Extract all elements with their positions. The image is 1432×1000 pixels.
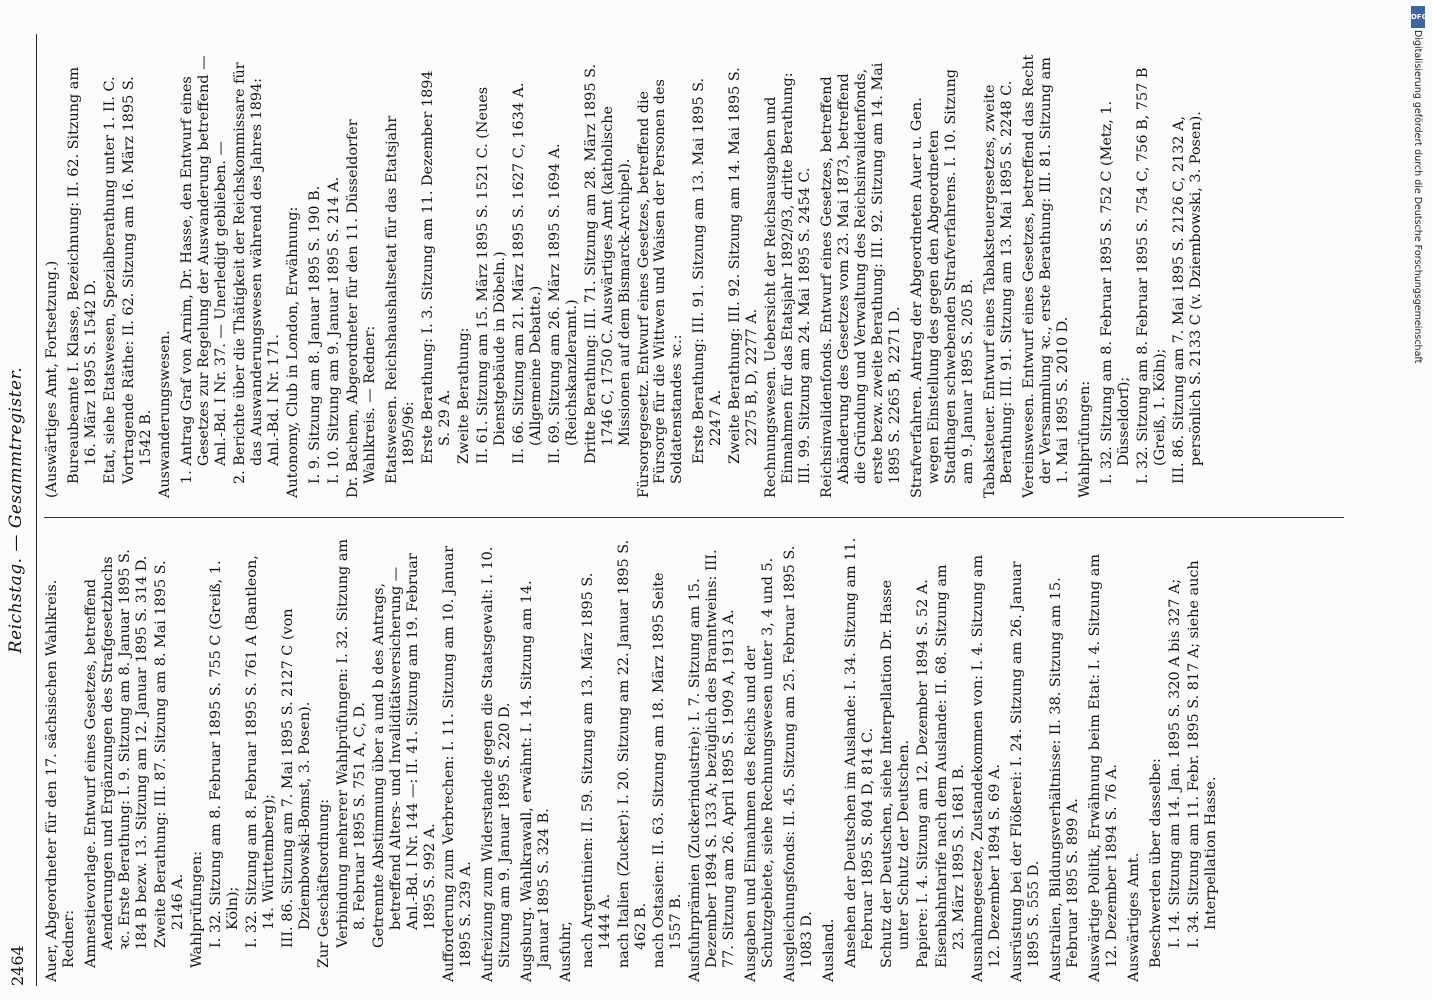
index-entry: Auswärtiges Amt.: [1126, 852, 1143, 982]
index-subentry: Bureaubeamte I. Klasse, Bezeichnung: II. 62. Sitzung am 16. März 1895 S. 1542 D.: [65, 66, 99, 484]
index-subentry: III. 86. Sitzung am 7. Mai 1895 S. 2127 C (von Dziembowski-Bomst, 3. Posen).: [279, 608, 313, 948]
side-caption: [1407, 30, 1427, 930]
column-divider: [44, 517, 1344, 518]
index-subentry: Zweite Berathung: III. 92. Sitzung am 14. Mai 1895 S. 2275 B, D, 2277 A.: [727, 67, 761, 464]
index-subentry: II. 61. Sitzung am 15. März 1895 S. 1521 C. (Neues Dienstgebäude in Döbeln.): [474, 86, 508, 464]
index-subentry: I. 10. Sitzung am 9. Januar 1895 S. 214 A.: [325, 176, 342, 484]
index-entry: Fürsorgegesetz. Entwurf eines Gesetzes, betreffend die Fürsorge für die Wittwen und Waisen der Personen des Soldatenstandes ꝛc.:: [635, 79, 686, 498]
index-subentry: nach Ostasien: II. 63. Sitzung am 18. März 1895 Seite 1557 B.: [651, 572, 685, 968]
index-entry: Auswärtige Politik, Erwähnung beim Etat: I. 4. Sitzung am 12. Dezember 1894 S. 76 A.: [1087, 553, 1121, 982]
index-entry: Aufforderung zum Verbrechen: I. 11. Sitzung am 10. Januar 1895 S. 239 A.: [440, 545, 474, 982]
index-subentry: I. 14. Sitzung am 14. Jan. 1895 S. 320 A bis 327 A;: [1167, 578, 1184, 948]
index-entry: Wahlprüfungen:: [1077, 380, 1094, 498]
index-subentry: Eisenbahntarife nach dem Auslande: II. 68. Sitzung am 23. März 1895 S. 1681 B.: [934, 564, 968, 968]
index-subentry: I. 34. Sitzung am 11. Febr. 1895 S. 817 A; siehe auch Interpellation Hasse.: [1186, 560, 1220, 948]
running-title: Reichstag. — Gesammtregister.: [6, 366, 26, 654]
index-subentry: Erste Berathung: I. 3. Sitzung am 11. Dezember 1894 S. 29 A.: [419, 70, 453, 464]
index-subentry: Erste Berathung: III. 91. Sitzung am 13. Mai 1895 S. 2247 A.: [691, 77, 725, 464]
index-subentry: Zweite Berathung: III. 87. Sitzung am 8. Mai 1895 S. 2146 A.: [152, 560, 186, 948]
index-entry: Vereinswesen. Entwurf eines Gesetzes, betreffend das Recht der Versammlung ꝛc., erste Berathung: III. 81. Sitzung am 1. Mai 1895 S. 2010 D.: [1021, 54, 1072, 498]
side-caption-text: Digitalisierung gefördert durch die Deutsche Forschungsgemeinschaft: [1412, 30, 1423, 364]
index-subentry: 1. Antrag Graf von Arnim, Dr. Hasse, den Entwurf eines Gesetzes zur Regelung der Auswanderung betreffend — Anl.-Bd. I Nr. 37. — Unerledigt geblieben. —: [178, 55, 229, 484]
index-subentry: Beschwerden über dasselbe:: [1148, 758, 1165, 968]
header-rule: [36, 34, 37, 986]
index-entry: Ausfuhrprämien (Zuckerindustrie): I. 7. Sitzung am 15. Dezember 1894 S. 133 A; bezüglich des Branntweins: III. 77. Sitzung am 26. April 1895 S. 1909 A, 1913 A.: [687, 549, 738, 982]
index-entry: Ausrüstung bei der Flößerei: I. 24. Sitzung am 26. Januar 1895 S. 555 D.: [1009, 561, 1043, 982]
index-subentry: III. 86. Sitzung am 7. Mai 1895 S. 2126 C, 2132 A, persönlich S. 2133 C (v. Dziembowski, 3. Posen).: [1171, 111, 1205, 484]
index-entry: Aufreizung zum Widerstande gegen die Staatsgewalt: I. 10. Sitzung am 9. Januar 1895 S. 220 D.: [479, 546, 513, 982]
rotated-page-content: [0, 20, 1400, 1000]
index-subentry: II. 69. Sitzung am 26. März 1895 S. 1694 A. (Reichskanzleramt.): [546, 143, 580, 464]
index-subentry: Ansehen der Deutschen im Auslande: I. 34. Sitzung am 11. Februar 1895 S. 804 D, 814 C.: [843, 537, 877, 968]
right-column: [44, 53, 1344, 498]
index-subentry: Papiere: I. 4. Sitzung am 12. Dezember 1894 S. 52 A.: [915, 579, 932, 968]
index-subentry: Zweite Berathung:: [455, 327, 472, 464]
index-subentry: I. 32. Sitzung am 8. Februar 1895 S. 761 A (Bantleon, 14. Württemberg);: [243, 555, 277, 948]
index-subentry: Amnestievorlage. Entwurf eines Gesetzes, betreffend Aenderungen und Ergänzungen des Strafgesetzbuchs ꝛc. Erste Berathung: I. 9. Sitzung am 8. Januar 1895 S. 184 B bezw. 13. Sitzung am 12. Januar 1895 S. 314 D.: [82, 549, 150, 968]
index-subentry: Vortragende Räthe: II. 62. Sitzung am 16. März 1895 S. 1542 B.: [120, 76, 154, 484]
index-entry: Ausnahmegesetze, Zustandekommen von: I. 4. Sitzung am 12. Dezember 1894 S. 69 A.: [970, 554, 1004, 982]
index-entry: Strafverfahren. Antrag der Abgeordneten Auer u. Gen. wegen Einstellung des gegen den Abgeordneten Stadthagen schwebenden Strafverfahrens. I. 10. Sitzung am 9. Januar 1895 S. 205 B.: [909, 69, 977, 498]
index-subentry: Wahlprüfungen:: [188, 850, 205, 968]
index-subentry: Getrennte Abstimmung über a und b des Antrags, betreffend Alters- und Invaliditätsversicherung — Anl.-Bd. I Nr. 144 —: II. 41. Sitzung am 19. Februar 1895 S. 992 A.: [370, 553, 438, 948]
index-entry: Auer, Abgeordneter für den 17. sächsischen Wahlkreis. Redner:: [44, 579, 77, 982]
index-entry: Ausgleichungsfonds: II. 45. Sitzung am 25. Februar 1895 S. 1083 D.: [782, 545, 816, 982]
index-entry: Australien, Bildungsverhältnisse: II. 38. Sitzung am 15. Februar 1895 S. 899 A.: [1048, 577, 1082, 982]
index-subentry: Verbindung mehrerer Wahlprüfungen: I. 32. Sitzung am 8. Februar 1895 S. 751 A, C, D.: [334, 538, 368, 948]
index-subentry: II. 66. Sitzung am 21. März 1895 S. 1627 C, 1634 A. (Allgemeine Debatte.): [510, 82, 544, 464]
index-subentry: 2. Berichte über die Thätigkeit der Reichskommissare für das Auswanderungswesen während des Jahres 1894: Anl.-Bd. I Nr. 171.: [231, 62, 282, 484]
index-entry: Ausfuhr,: [557, 921, 574, 982]
index-subentry: Schutz der Deutschen, siehe Interpellation Dr. Hasse unter Schutz der Deutschen.: [879, 579, 913, 968]
index-subentry: I. 32. Sitzung am 8. Februar 1895 S. 755 C (Greiß, 1. Köln);: [207, 560, 241, 948]
left-column: [44, 537, 1344, 982]
index-subentry: Etat, siehe Etatswesen, Spezialberathung unter 1. II. C.: [101, 76, 118, 484]
index-entry: Ausland.: [821, 918, 838, 982]
dfg-logo: DFG: [1411, 6, 1425, 28]
index-entry: Tabaksteuer. Entwurf eines Tabaksteuergesetzes, zweite Berathung: III. 91. Sitzung am 13. Mai 1895 S. 2248 C.: [982, 80, 1016, 498]
index-subentry: Etatswesen. Reichshaushaltsetat für das Etatsjahr 1895/96:: [383, 115, 417, 484]
index-entry: Augsburg. Wahlkrawall, erwähnt: I. 14. Sitzung am 14. Januar 1895 S. 324 B.: [518, 580, 552, 982]
index-subentry: nach Argentinien: II. 59. Sitzung am 13. März 1895 S. 1444 A.: [579, 572, 613, 968]
index-subentry: Dritte Berathung: III. 71. Sitzung am 28. März 1895 S. 1746 C, 1750 C. Auswärtiges Amt (katholische Missionen auf dem Bismarck-Archipel).: [582, 64, 633, 464]
index-subentry: Zur Geschäftsordnung:: [315, 798, 332, 968]
index-entry: Reichsinvalidenfonds. Entwurf eines Gesetzes, betreffend Abänderung des Gesetzes vom 23. Mai 1873, betreffend die Gründung und Verwaltung des Reichsinvalidenfonds, erste bezw. zweite Berathung: III. 92. Sitzung am 14. Mai 1895 S. 2265 B, 2271 D.: [819, 62, 904, 498]
index-entry: Ausgaben und Einnahmen des Reichs und der Schutzgebiete, siehe Rechnungswesen unter 3, 4 und 5.: [743, 557, 777, 982]
index-entry: Rechnungswesen. Uebersicht der Reichsausgaben und Einnahmen für das Etatsjahr 1892/93, dritte Berathung: III. 99. Sitzung am 24. Mai 1895 S. 2454 C.: [763, 72, 814, 498]
index-subentry: nach Italien (Zucker): I. 20. Sitzung am 22. Januar 1895 S. 462 B.: [615, 539, 649, 968]
index-subentry: I. 32. Sitzung am 8. Februar 1895 S. 752 C (Metz, 1. Düsseldorf);: [1099, 100, 1133, 484]
index-entry: Auswanderungswesen.: [156, 330, 173, 498]
index-entry: Autonomy, Club in London, Erwähnung:: [284, 206, 301, 498]
index-entry: Dr. Bachem, Abgeordneter für den 11. Düsseldorfer Wahlkreis. — Redner:: [344, 119, 378, 498]
index-entry: (Auswärtiges Amt, Fortsetzung.): [44, 260, 60, 498]
index-subentry: I. 9. Sitzung am 8. Januar 1895 S. 190 B.: [306, 185, 323, 484]
page-number: 2464: [8, 945, 27, 986]
index-subentry: I. 32. Sitzung am 8. Februar 1895 S. 754 C, 756 B, 757 B (Greiß, 1. Köln);: [1135, 67, 1169, 484]
